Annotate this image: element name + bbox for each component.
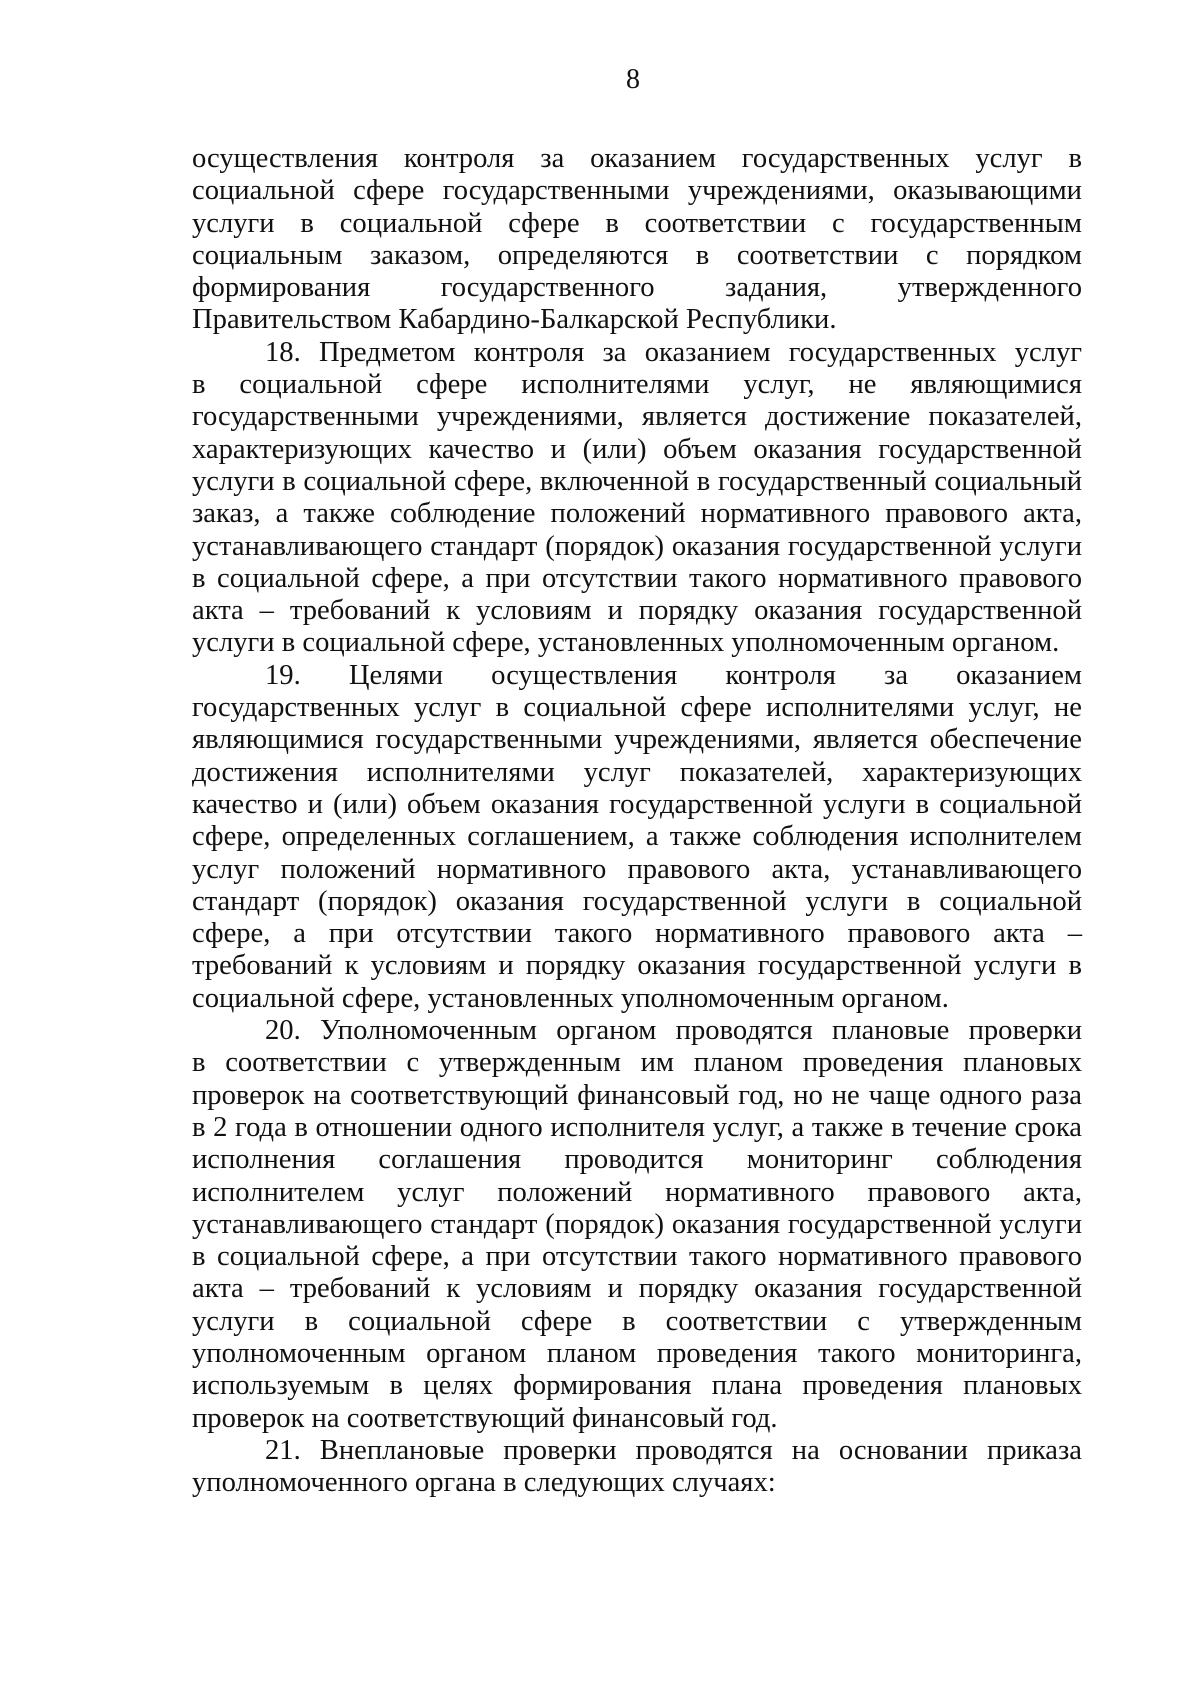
text-line: в социальной сфере исполнителями услуг, не являющимися bbox=[192, 369, 1082, 401]
text-line: услуги в социальной сфере в соответствии с утвержденным bbox=[192, 1305, 1082, 1337]
text-line: 19. Целями осуществления контроля за оказанием bbox=[265, 659, 1082, 691]
text-line: сфере, а при отсутствии такого нормативного правового акта – bbox=[192, 918, 1082, 950]
text-line: стандарт (порядок) оказания государственной услуги в социальной bbox=[192, 885, 1082, 917]
text-line: требований к условиям и порядку оказания государственной услуги в bbox=[192, 950, 1082, 982]
text-line: акта – требований к условиям и порядку оказания государственной bbox=[192, 595, 1082, 627]
text-line: в социальной сфере, а при отсутствии такого нормативного правового bbox=[192, 1241, 1082, 1273]
text-line: осуществления контроля за оказанием государственных услуг в bbox=[192, 143, 1082, 174]
text-line: используемым в целях формирования плана проведения плановых bbox=[192, 1370, 1082, 1402]
text-line: 21. Внеплановые проверки проводятся на основании приказа bbox=[265, 1434, 1082, 1466]
text-line: Правительством Кабардино-Балкарской Республики. bbox=[192, 304, 837, 336]
text-line: устанавливающего стандарт (порядок) оказания государственной услуги bbox=[192, 530, 1082, 562]
text-line: социальной сфере государственными учреждениями, оказывающими bbox=[192, 175, 1082, 207]
text-line: социальной сфере, установленных уполномоченным органом. bbox=[192, 982, 949, 1014]
text-line: являющимися государственными учреждениями, является обеспечение bbox=[192, 724, 1082, 756]
text-line: услуги в социальной сфере в соответствии с государственным bbox=[192, 207, 1082, 239]
text-line: исполнения соглашения проводится мониторинг соблюдения bbox=[192, 1144, 1082, 1176]
text-line: проверок на соответствующий финансовый год, но не чаще одного раза bbox=[192, 1079, 1082, 1111]
text-line: акта – требований к условиям и порядку оказания государственной bbox=[192, 1273, 1082, 1305]
text-line: социальным заказом, определяются в соответствии с порядком bbox=[192, 239, 1082, 271]
text-line: формирования государственного задания, утвержденного bbox=[192, 272, 1082, 304]
text-line: достижения исполнителями услуг показателей, характеризующих bbox=[192, 756, 1082, 788]
text-line: характеризующих качество и (или) объем оказания государственной bbox=[192, 433, 1082, 465]
text-line: услуг положений нормативного правового акта, устанавливающего bbox=[192, 853, 1082, 885]
text-line: в социальной сфере, а при отсутствии такого нормативного правового bbox=[192, 562, 1082, 594]
document-body bbox=[192, 143, 1082, 1499]
text-line: устанавливающего стандарт (порядок) оказания государственной услуги bbox=[192, 1208, 1082, 1240]
text-line: уполномоченным органом планом проведения такого мониторинга, bbox=[192, 1337, 1082, 1369]
text-line: качество и (или) объем оказания государственной услуги в социальной bbox=[192, 788, 1082, 820]
text-line: государственными учреждениями, является достижение показателей, bbox=[192, 401, 1082, 433]
text-line: 20. Уполномоченным органом проводятся плановые проверки bbox=[265, 1015, 1082, 1047]
text-line: в 2 года в отношении одного исполнителя услуг, а также в течение срока bbox=[192, 1111, 1082, 1143]
text-line: сфере, определенных соглашением, а также соблюдения исполнителем bbox=[192, 821, 1082, 853]
text-line: уполномоченного органа в следующих случаях: bbox=[192, 1467, 776, 1499]
page-number: 8 bbox=[626, 64, 640, 95]
text-line: в соответствии с утвержденным им планом проведения плановых bbox=[192, 1047, 1082, 1079]
text-line: услуги в социальной сфере, установленных уполномоченным органом. bbox=[192, 627, 1060, 659]
text-line: исполнителем услуг положений нормативного правового акта, bbox=[192, 1176, 1082, 1208]
text-line: проверок на соответствующий финансовый год. bbox=[192, 1402, 778, 1434]
text-line: заказ, а также соблюдение положений нормативного правового акта, bbox=[192, 498, 1082, 530]
text-line: услуги в социальной сфере, включенной в государственный социальный bbox=[192, 465, 1082, 497]
text-line: 18. Предметом контроля за оказанием государственных услуг bbox=[265, 336, 1082, 368]
text-line: государственных услуг в социальной сфере исполнителями услуг, не bbox=[192, 692, 1082, 724]
